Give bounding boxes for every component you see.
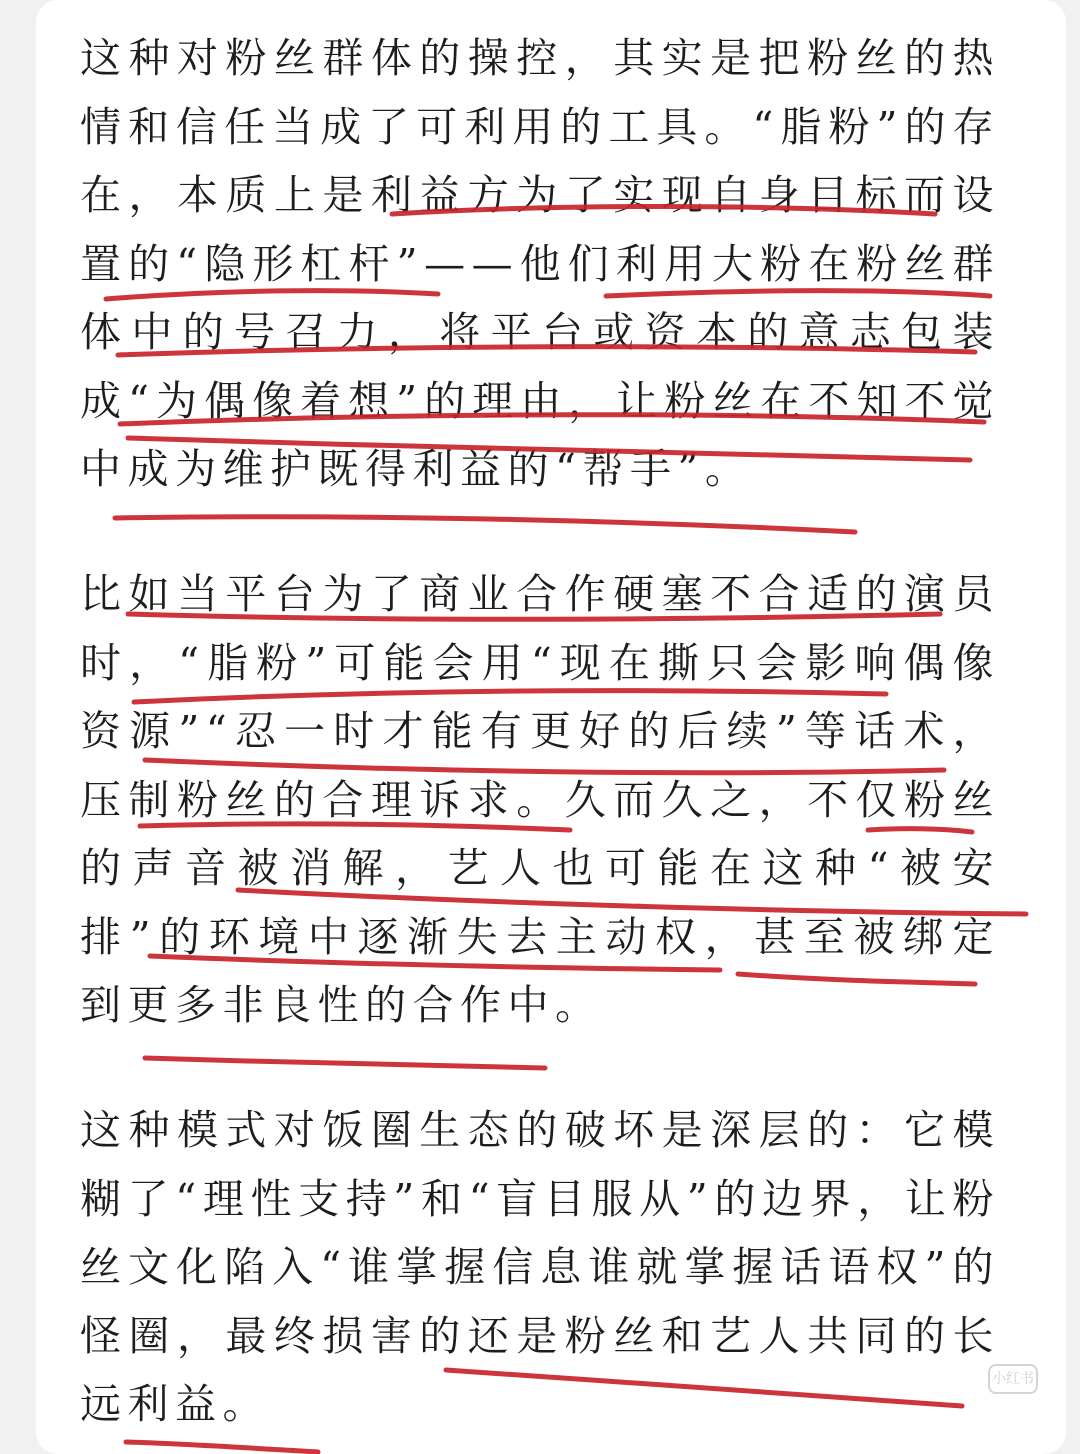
xiaohongshu-watermark: 小红书 — [988, 1364, 1038, 1394]
paragraph-3: 这种模式对饭圈生态的破坏是深层的：它模糊了“理性支持”和“盲目服从”的边界，让粉丝文化陷入“谁掌握信息谁就掌握话语权”的怪圈，最终损害的还是粉丝和艺人共同的长远利益。 — [80, 1106, 1000, 1428]
paragraph-2: 比如当平台为了商业合作硬塞不合适的演员时，“脂粉”可能会用“现在撕只会影响偶像资源”“忍一时才能有更好的后续”等话术，压制粉丝的合理诉求。久而久之，不仅粉丝的声音被消解，艺人也可能在这种“被安排”的环境中逐渐失去主动权，甚至被绑定到更多非良性的合作中。 — [80, 570, 1000, 1029]
paragraph-1: 这种对粉丝群体的操控，其实是把粉丝的热情和信任当成了可利用的工具。“脂粉”的存在，本质上是利益方为了实现自身目标而设置的“隐形杠杆”——他们利用大粉在粉丝群体中的号召力，将平台或资本的意志包装成“为偶像着想”的理由，让粉丝在不知不觉中成为维护既得利益的“帮手”。 — [80, 34, 1000, 493]
